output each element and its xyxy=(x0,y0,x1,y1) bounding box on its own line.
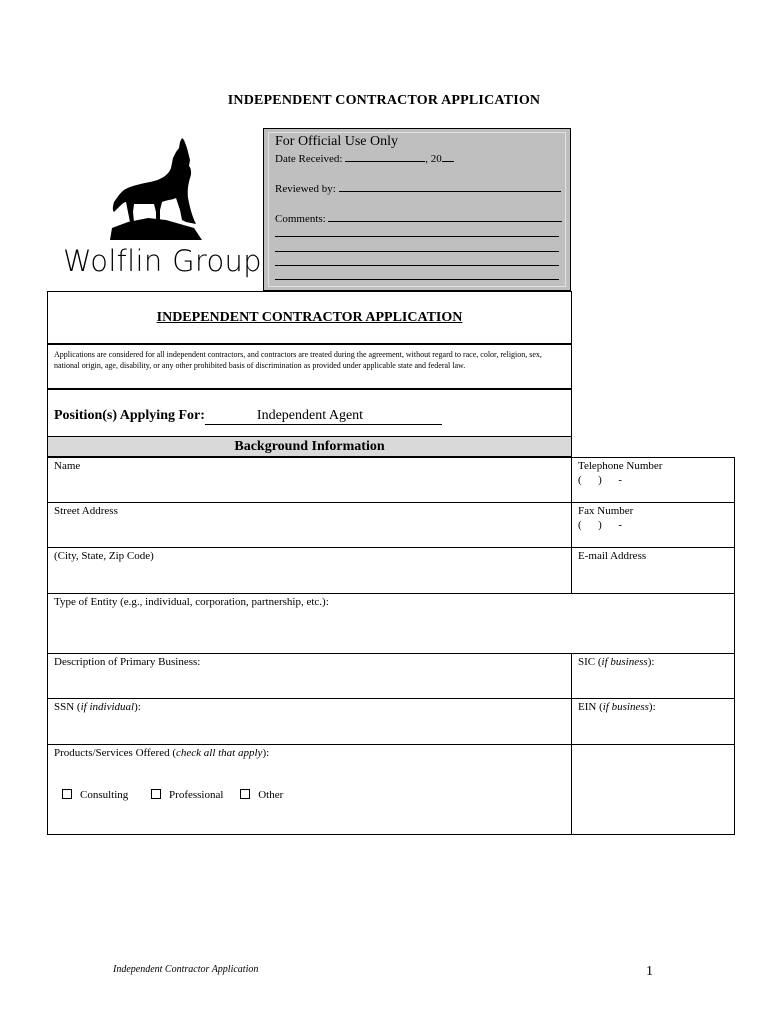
reviewed-by-label: Reviewed by: xyxy=(275,183,336,195)
email-label: E-mail Address xyxy=(578,550,647,562)
checkbox-icon[interactable] xyxy=(151,789,161,799)
comments-line[interactable] xyxy=(275,251,559,252)
checkbox-label: Professional xyxy=(169,789,224,801)
ein-qualifier: if business xyxy=(602,701,649,713)
date-received-field[interactable] xyxy=(345,151,425,162)
company-logo xyxy=(50,132,262,292)
form-header xyxy=(47,291,572,344)
howling-wolf-icon xyxy=(110,138,202,240)
email-field[interactable] xyxy=(571,547,735,594)
date-year-field[interactable] xyxy=(442,151,454,162)
entity-type-label: Type of Entity (e.g., individual, corporation, partnership, etc.): xyxy=(54,596,329,608)
comments-row xyxy=(275,211,562,225)
telephone-format: ( ) - xyxy=(578,474,622,486)
street-address-label: Street Address xyxy=(54,505,118,517)
entity-type-field[interactable] xyxy=(47,593,735,654)
position-field[interactable]: Independent Agent xyxy=(205,408,442,425)
ssn-label: SSN ( xyxy=(54,701,81,713)
business-description-label: Description of Primary Business: xyxy=(54,656,201,668)
date-received-label: Date Received: xyxy=(275,153,343,165)
footer-title: Independent Contractor Application xyxy=(113,964,259,975)
fax-label: Fax Number xyxy=(578,505,634,517)
checkbox-other[interactable] xyxy=(240,789,283,801)
ein-field[interactable] xyxy=(571,698,735,745)
ssn-label-end: ): xyxy=(134,701,141,713)
reviewed-by-field[interactable] xyxy=(339,181,561,192)
products-services-label-end: ): xyxy=(262,747,270,759)
checkbox-icon[interactable] xyxy=(240,789,250,799)
city-state-zip-field[interactable] xyxy=(47,547,572,594)
fax-format: ( ) - xyxy=(578,519,622,531)
ssn-qualifier: if individual xyxy=(80,701,135,713)
name-field[interactable] xyxy=(47,457,572,503)
eeo-disclaimer: Applications are considered for all independent contractors, and contractors are treated during the agreement, without regard to race, color, religion, sex, national origin, age, disability, or any other prohibited basis of discrimination as provided under applicable state and federal law. xyxy=(47,344,572,389)
city-state-zip-label: (City, State, Zip Code) xyxy=(54,550,154,562)
name-label: Name xyxy=(54,460,81,472)
comments-line[interactable] xyxy=(275,279,559,280)
products-checkbox-group xyxy=(62,789,283,801)
sic-label: SIC ( xyxy=(578,656,602,668)
comments-line[interactable] xyxy=(275,236,559,237)
ssn-field[interactable] xyxy=(47,698,572,745)
position-row xyxy=(47,389,572,437)
products-services-label: Products/Services Offered ( xyxy=(54,747,176,759)
date-received-row: Date Received: , 20 xyxy=(275,151,454,165)
official-use-title: For Official Use Only xyxy=(275,134,398,149)
checkbox-label: Other xyxy=(258,789,284,801)
checkbox-consulting[interactable] xyxy=(62,789,128,801)
official-use-box xyxy=(263,128,571,291)
sic-qualifier: if business xyxy=(601,656,648,668)
comments-label: Comments: xyxy=(275,213,326,225)
page-number: 1 xyxy=(646,964,653,979)
company-name: Wolflin Group xyxy=(63,244,262,278)
comments-line[interactable] xyxy=(275,265,559,266)
fax-field[interactable] xyxy=(571,502,735,548)
reviewed-by-row xyxy=(275,181,561,195)
background-info-header: Background Information xyxy=(47,436,572,457)
products-services-qualifier: check all that apply xyxy=(175,747,263,759)
checkbox-icon[interactable] xyxy=(62,789,72,799)
date-year-label: 20 xyxy=(430,153,442,165)
ein-label: EIN ( xyxy=(578,701,603,713)
street-address-field[interactable] xyxy=(47,502,572,548)
products-services-field xyxy=(47,744,572,835)
checkbox-label: Consulting xyxy=(80,789,129,801)
business-description-field[interactable] xyxy=(47,653,572,699)
ein-label-end: ): xyxy=(648,701,656,713)
telephone-field[interactable] xyxy=(571,457,735,503)
form-title: INDEPENDENT CONTRACTOR APPLICATION xyxy=(156,310,463,325)
page-title: INDEPENDENT CONTRACTOR APPLICATION xyxy=(227,93,541,108)
position-label: Position(s) Applying For: xyxy=(54,408,205,423)
sic-label-end: ): xyxy=(647,656,655,668)
checkbox-professional[interactable] xyxy=(151,789,223,801)
telephone-label: Telephone Number xyxy=(578,460,663,472)
products-notes-field[interactable] xyxy=(571,744,735,835)
sic-field[interactable] xyxy=(571,653,735,699)
comments-field[interactable] xyxy=(328,211,562,222)
